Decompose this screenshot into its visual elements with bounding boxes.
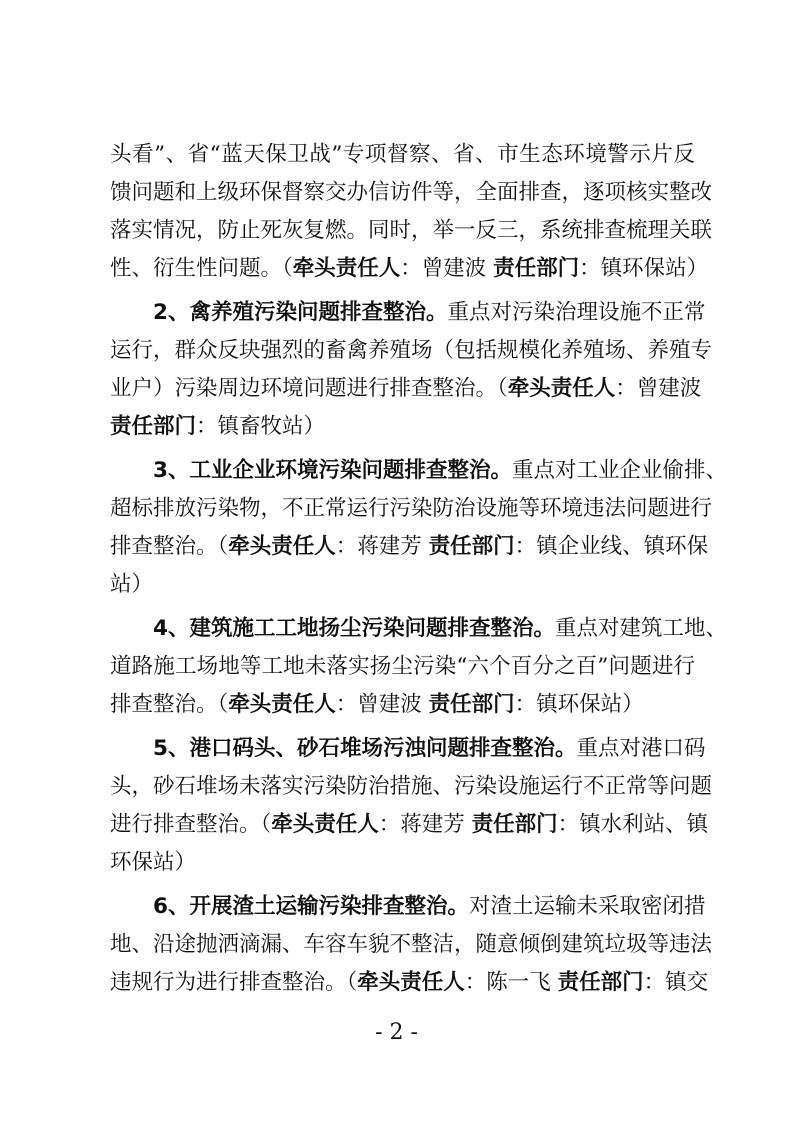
bold-text-run: 6、开展渣土运输污染排查整治。: [153, 894, 469, 919]
bold-text-run: 责任部门: [428, 692, 515, 717]
text-line-16: [153, 730, 706, 768]
text-run: 对渣土运输未采取密闭措: [468, 894, 706, 919]
text-line-12: [110, 566, 695, 604]
text-run: 头，砂石堆场未落实污染防治措施、污染设施运行不正常等问题: [110, 774, 713, 799]
text-line-15: [110, 686, 695, 724]
text-run: 性、衍生性问题。（: [110, 256, 293, 281]
text-run: 地、沿途抛洒滴漏、车容车貌不整洁，随意倾倒建筑垃圾等违法: [110, 932, 713, 957]
bold-text-run: 责任部门: [428, 534, 515, 559]
bold-text-run: 牵头责任人: [271, 812, 379, 837]
bold-text-run: 3、工业企业环境污染问题排查整治。: [153, 458, 512, 483]
bold-text-run: 牵头责任人: [507, 376, 616, 401]
text-line-2: [110, 174, 713, 212]
text-run: 违规行为进行排查整治。（: [110, 970, 358, 995]
text-run: 排查整治。（: [110, 692, 229, 717]
text-line-21: [110, 926, 713, 964]
text-line-1: [110, 136, 695, 174]
bold-text-run: 责任部门: [493, 256, 580, 281]
text-line-3: [110, 212, 713, 250]
text-run: ：镇交: [643, 970, 709, 995]
text-run: 排查整治。（: [110, 534, 229, 559]
text-run: 环保站）: [110, 850, 197, 875]
text-line-11: [110, 528, 709, 566]
text-run: ：镇企业线、镇环保: [514, 534, 709, 559]
text-run: 重点对工业企业偷排、: [511, 458, 727, 483]
page-number: - 2 -: [375, 1020, 418, 1045]
text-run: ：镇水利站、镇: [557, 812, 709, 837]
text-run: ：镇畜牧站）: [196, 414, 326, 439]
text-run: 头看”、省“蓝天保卫战”专项督察、省、市生态环境警示片反: [110, 142, 695, 167]
text-line-5: [153, 294, 706, 332]
text-run: 超标排放污染物，不正常运行污染防治设施等环境违法问题进行: [110, 496, 713, 521]
text-run: ：镇环保站）: [514, 692, 644, 717]
text-run: 馈问题和上级环保督察交办信访件等，全面排查，逐项核实整改: [110, 180, 713, 205]
bold-text-run: 牵头责任人: [228, 534, 336, 559]
text-line-10: [110, 490, 713, 528]
text-line-6: [110, 332, 713, 370]
text-run: ：蒋建芳: [378, 812, 472, 837]
bold-text-run: 责任部门: [471, 812, 558, 837]
text-run: 重点对建筑工地、: [554, 616, 727, 641]
text-run: 进行排查整治。（: [110, 812, 272, 837]
text-run: ：陈一飞: [464, 970, 558, 995]
text-line-14: [110, 648, 695, 686]
text-run: ：曾建波: [335, 692, 429, 717]
text-run: ：曾建波: [615, 376, 702, 401]
text-run: 站）: [110, 572, 154, 597]
text-line-22: [110, 964, 709, 1002]
text-run: ：曾建波: [400, 256, 494, 281]
bold-text-run: 4、建筑施工工地扬尘污染问题排查整治。: [153, 616, 555, 641]
bold-text-run: 牵头责任人: [357, 970, 465, 995]
bold-text-run: 责任部门: [110, 414, 197, 439]
text-run: 重点对污染治理设施不正常: [447, 300, 706, 325]
text-run: 道路施工场地等工地未落实扬尘污染“六个百分之百”问题进行: [110, 654, 695, 679]
text-line-9: [153, 452, 727, 490]
text-run: 重点对港口码: [576, 736, 706, 761]
text-run: ：蒋建芳: [335, 534, 429, 559]
bold-text-run: 2、禽养殖污染问题排查整治。: [153, 300, 448, 325]
bold-text-run: 责任部门: [557, 970, 644, 995]
text-run: 业户）污染周边环境问题进行排查整治。（: [110, 376, 508, 401]
text-line-18: [110, 806, 709, 844]
text-line-4: [110, 250, 709, 288]
bold-text-run: 牵头责任人: [228, 692, 336, 717]
text-run: 落实情况，防止死灰复燃。同时，举一反三，系统排查梳理关联: [110, 218, 713, 243]
text-line-8: [110, 408, 695, 446]
bold-text-run: 5、港口码头、砂石堆场污浊问题排查整治。: [153, 736, 577, 761]
text-line-13: [153, 610, 727, 648]
text-line-20: [153, 888, 706, 926]
text-line-19: [110, 844, 695, 882]
text-line-7: [110, 370, 702, 408]
text-run: ：镇环保站）: [579, 256, 709, 281]
text-run: 运行，群众反块强烈的畜禽养殖场（包括规模化养殖场、养殖专: [110, 338, 713, 363]
bold-text-run: 牵头责任人: [292, 256, 401, 281]
text-line-17: [110, 768, 713, 806]
